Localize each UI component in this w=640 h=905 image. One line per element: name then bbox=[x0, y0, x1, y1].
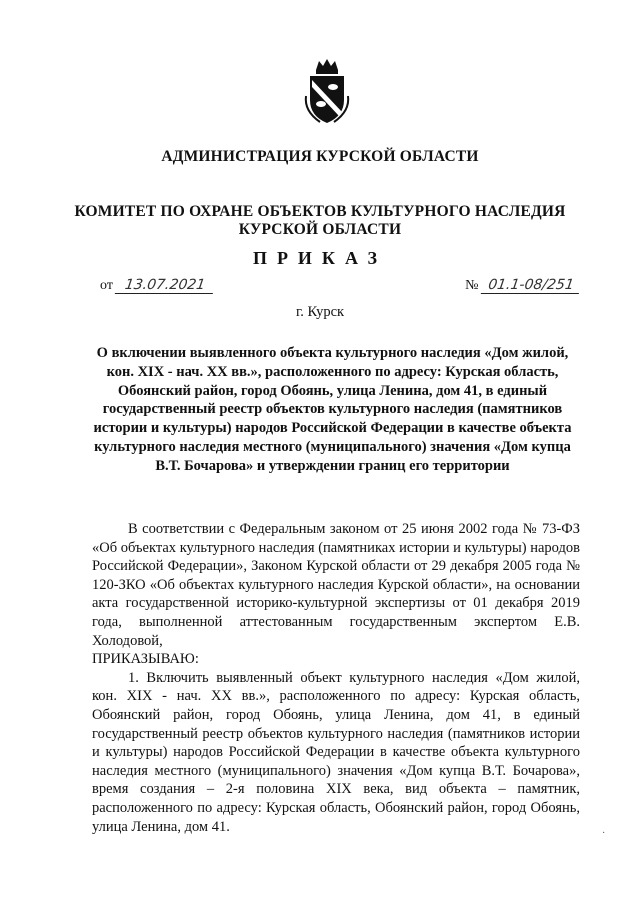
document-type: ПРИКАЗ bbox=[252, 248, 388, 268]
date-prefix: от bbox=[100, 278, 113, 293]
number-value: 01.1-08/251 bbox=[481, 277, 581, 294]
coat-of-arms-icon bbox=[302, 56, 352, 126]
order-word: ПРИКАЗЫВАЮ: bbox=[92, 651, 199, 668]
scan-mark: · bbox=[602, 828, 606, 839]
committee-heading bbox=[0, 203, 640, 239]
preamble-paragraph: В соответствии с Федеральным законом от 25 июня 2002 года № 73-ФЗ «Об объектах культурного наследия (памятниках истории и культуры) народов Российской Федерации», Законом Курской области от 29 декабря 2005 года № 120-ЗКО «Об объектах культурного наследия Курской области», на основании акта государственной историко-культурной экспертизы от 01 декабря 2019 года, выполненной аттестованным государственным экспертом Е.В. Холодовой, bbox=[92, 521, 580, 649]
committee-line-1: КОМИТЕТ ПО ОХРАНЕ ОБЪЕКТОВ КУЛЬТУРНОГО НАСЛЕДИЯ bbox=[74, 203, 566, 220]
order-body bbox=[92, 520, 580, 836]
date-value: 13.07.2021 bbox=[115, 277, 215, 294]
order-item-1: 1. Включить выявленный объект культурного наследия «Дом жилой, кон. XIX - нач. XX вв.», расположенного по адресу: Курская область, Обоянский район, город Обоянь, улица Ленина, дом 41, в единый государственный реестр объектов культурного наследия (памятников истории и культуры) народов Российской Федерации в качестве объекта культурного наследия местного (муниципального) значения «Дом купца В.Т. Бочарова», время создания – 2-я половина XIX века, вид объекта – памятник, расположенного по адресу: Курская область, Обоянский район, город Обоянь, улица Ленина, дом 41. bbox=[92, 669, 580, 835]
order-number bbox=[465, 277, 580, 294]
administration-heading: АДМИНИСТРАЦИЯ КУРСКОЙ ОБЛАСТИ bbox=[161, 148, 479, 165]
order-title: О включении выявленного объекта культурного наследия «Дом жилой, кон. XIX - нач. XX вв.», расположенного по адресу: Курская область, Обоянский район, город Обоянь, улица Ленина, дом 41, в единый государственный реестр объектов культурного наследия (памятников истории и культуры) народов Российской Федерации в качестве объекта культурного наследия местного (муниципального) значения «Дом купца В.Т. Бочарова» и утверждении границ его территории bbox=[93, 345, 572, 474]
order-date bbox=[100, 277, 214, 294]
committee-line-2: КУРСКОЙ ОБЛАСТИ bbox=[238, 221, 402, 238]
city: г. Курск bbox=[295, 304, 345, 320]
number-prefix: № bbox=[465, 278, 479, 293]
